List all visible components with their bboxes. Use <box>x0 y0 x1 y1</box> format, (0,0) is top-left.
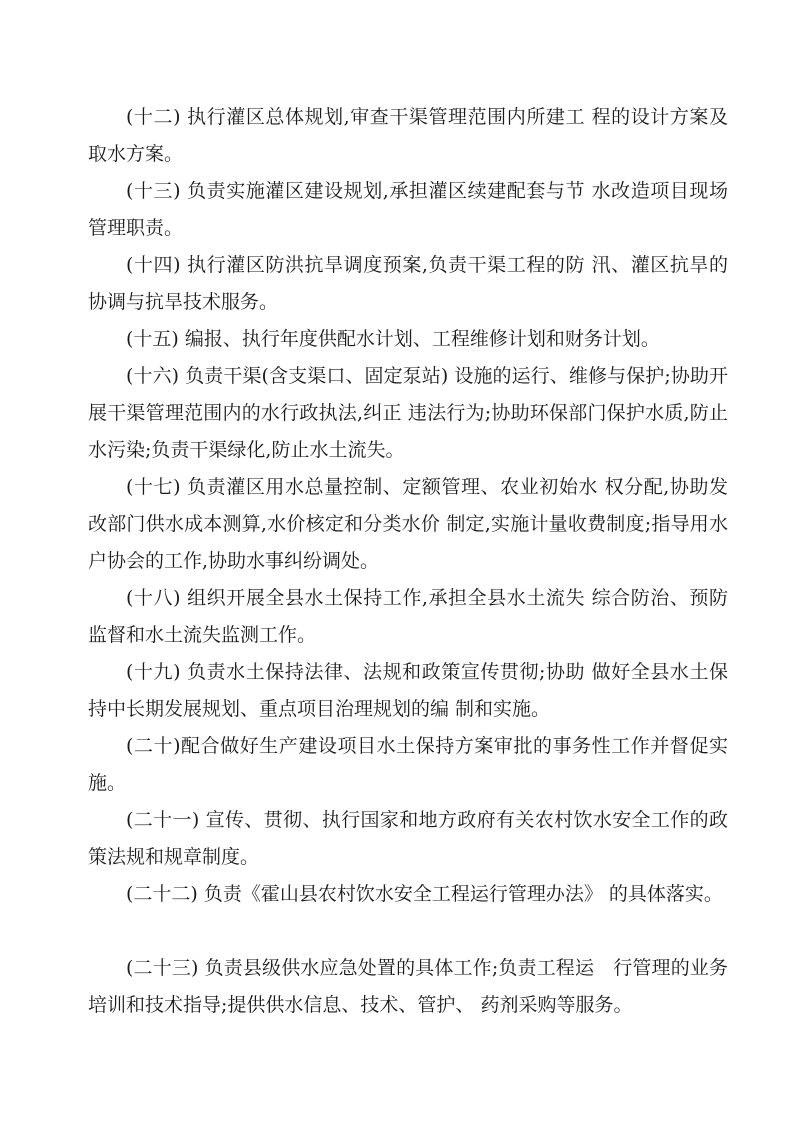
paragraph-19: (十九) 负责水土保持法律、法规和政策宣传贯彻;协助 做好全县水土保持中长期发展规划、重点项目治理规划的编 制和实施。 <box>88 661 728 720</box>
paragraph-23: (二十三) 负责县级供水应急处置的具体工作;负责工程运 行管理的业务培训和技术指导;提供供水信息、技术、管护、 药剂采购等服务。 <box>88 957 728 1016</box>
paragraph-18: (十八) 组织开展全县水土保持工作,承担全县水土流失 综合防治、预防监督和水土流失监测工作。 <box>88 587 728 646</box>
paragraph-20: (二十)配合做好生产建设项目水土保持方案审批的事务性工作并督促实施。 <box>88 735 728 794</box>
paragraph-16: (十六) 负责干渠(含支渠口、固定泵站) 设施的运行、维修与保护;协助开展干渠管理范围内的水行政执法,纠正 违法行为;协助环保部门保护水质,防止水污染;负责干渠绿化,防止水土流失。 <box>88 365 728 461</box>
paragraph-17: (十七) 负责灌区用水总量控制、定额管理、农业初始水 权分配,协助发改部门供水成本测算,水价核定和分类水价 制定,实施计量收费制度;指导用水户协会的工作,协助水事纠纷调处。 <box>88 476 728 572</box>
paragraph-15: (十五) 编报、执行年度供配水计划、工程维修计划和财务计划。 <box>126 328 660 350</box>
paragraph-21: (二十一) 宣传、贯彻、执行国家和地方政府有关农村饮水安全工作的政策法规和规章制度。 <box>88 809 728 868</box>
paragraph-14: (十四) 执行灌区防洪抗旱调度预案,负责干渠工程的防 汛、灌区抗旱的协调与抗旱技术服务。 <box>88 254 728 313</box>
paragraph-12: (十二) 执行灌区总体规划,审查干渠管理范围内所建工 程的设计方案及取水方案。 <box>88 106 728 165</box>
paragraph-22: (二十二) 负责《霍山县农村饮水安全工程运行管理办法》 的具体落实。 <box>126 883 723 905</box>
paragraph-13: (十三) 负责实施灌区建设规划,承担灌区续建配套与节 水改造项目现场管理职责。 <box>88 180 728 239</box>
